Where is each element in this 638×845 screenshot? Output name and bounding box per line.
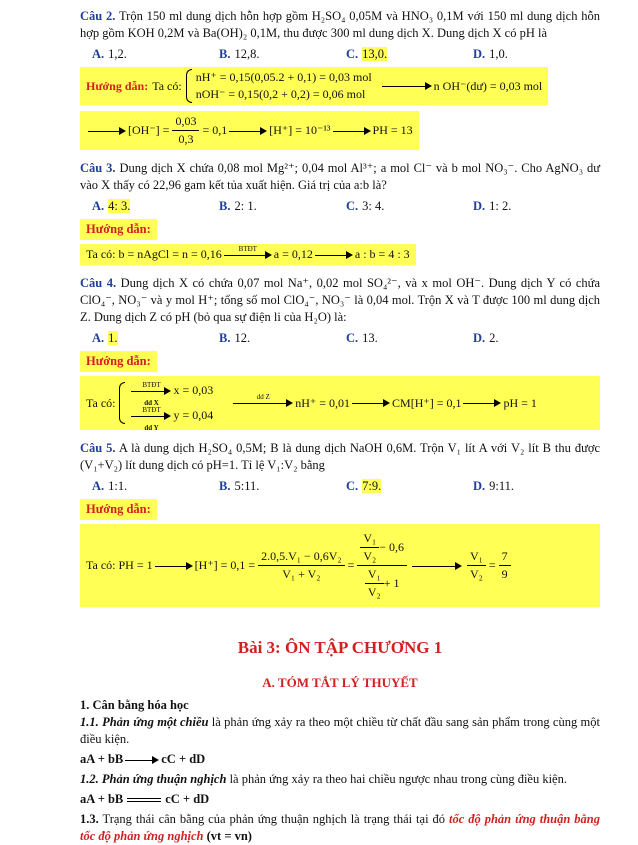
guide-label: Hướng dẫn: (86, 222, 151, 236)
question-3 (80, 160, 600, 194)
question-5 (80, 440, 600, 474)
option-b: B. 5:11. (219, 479, 260, 493)
arrow-icon (125, 755, 159, 765)
question-label: Câu 4. (80, 276, 117, 290)
question-text: Dung dịch X có chứa 0,07 mol Na⁺, 0,02 mol SO₄²⁻, và x mol OH⁻. Dung dịch Y có chứa ClO₄⁻, NO₃⁻ và y mol H⁺; tổng số mol ClO₄⁻, NO₃⁻ là 0,04 mol. Trộn X và T được 100 ml dung dịch Z. Dung dịch Z có pH (bỏ qua sự điện li của H₂O) là: (80, 276, 600, 324)
options-q5 (92, 478, 600, 495)
arrow-icon: BTĐT dd X (131, 386, 171, 396)
arrow-icon: BTĐT dd Y (131, 411, 171, 421)
option-b: B. 2: 1. (219, 199, 257, 213)
question-text: Dung dịch X chứa 0,08 mol Mg²⁺; 0,04 mol Al³⁺; a mol Cl⁻ và b mol NO₃⁻. Cho AgNO₃ dư vào X thấy có 22,96 gam kết tủa xuất hiện. Giá trị của a:b là? (80, 161, 601, 192)
question-2 (80, 0, 600, 42)
arrow-icon (352, 398, 390, 408)
taco-label: Ta có: (86, 395, 116, 410)
equation-1: aA + bB cC + dD (80, 752, 206, 766)
section-title: A. TÓM TẮT LÝ THUYẾT (262, 675, 418, 690)
formula: [OH⁻] = (128, 123, 170, 137)
guide-q5 (80, 499, 157, 520)
question-label: Câu 5. (80, 441, 116, 455)
option-b: B. 12,8. (219, 47, 260, 61)
formula: Ta có: b = nAgCl = n = 0,16 (86, 247, 222, 261)
formula: CM[H⁺] = 0,1 (392, 395, 462, 410)
formula: Ta có: PH = 1 (86, 558, 153, 572)
brace (186, 69, 192, 103)
arrow-icon: dd Z (233, 398, 293, 408)
formula: [H⁺] = 10⁻¹³ (269, 123, 331, 137)
option-d: D. 1,0. (473, 47, 508, 61)
arrow-icon (229, 126, 267, 136)
guide-q4 (80, 351, 157, 372)
fraction: $\frac{7}{9}$ (499, 548, 511, 583)
guide-label: Hướng dẫn: (86, 354, 151, 368)
guide-q3 (80, 219, 157, 240)
question-label: Câu 2. (80, 9, 116, 23)
fraction: $\frac{0,03}{0,3}$ (172, 113, 199, 148)
formula: x = 0,03 (173, 383, 214, 397)
option-b: B. 12. (219, 331, 251, 345)
formula: a = 0,12 (273, 247, 313, 261)
formula: = 0,1 (202, 123, 228, 137)
paragraph-1-1: 1.1. Phản ứng một chiều là phản ứng xảy ra theo một chiều từ chất đầu sang sản phẩm trong cùng một điều kiện. (80, 715, 601, 746)
lesson-title: Bài 3: ÔN TẬP CHƯƠNG 1 (237, 638, 443, 657)
arrow-icon (382, 81, 432, 91)
taco-label: Ta có: (152, 78, 182, 93)
solution-q2-block2 (80, 111, 419, 150)
option-d: D. 9:11. (473, 479, 515, 493)
option-a: A. 1. (92, 331, 118, 345)
option-d: D. 2. (473, 331, 499, 345)
formula: PH = 13 (372, 123, 413, 137)
solution-q5 (80, 524, 600, 607)
solution-q3 (80, 244, 416, 265)
heading-1: 1. Cân bằng hóa học (80, 698, 189, 712)
formula: y = 0,04 (173, 408, 214, 422)
option-a: A. 1:1. (92, 479, 128, 493)
formula-line: n OH⁻(dư) = 0,03 mol (433, 78, 543, 93)
fraction: $\frac{\text{2.0,5.V₁ − 0,6V₂}}{\text{V₁ + V₂}}$ (258, 548, 344, 583)
option-c: C. 13,0. (346, 47, 388, 61)
guide-label: Hướng dẫn: (86, 78, 149, 93)
equation-2: aA + bB cC + dD (80, 792, 210, 806)
options-q3 (92, 198, 600, 215)
formula-line: nOH⁻ = 0,15(0,2 + 0,2) = 0,06 mol (195, 87, 366, 101)
paragraph-1-2: 1.2. Phản ứng thuận nghịch là phản ứng xảy ra theo hai chiều ngược nhau trong cùng điều kiện. (80, 772, 567, 786)
fraction: $\frac{\text{V₁}}{\text{V₂}}$ (467, 548, 486, 583)
brace (119, 382, 125, 424)
question-text: Trộn 150 ml dung dịch hỗn hợp gồm H₂SO₄ 0,05M và HNO₃ 0,1M với 150 ml dung dịch hỗn hợp gồm KOH 0,2M và Ba(OH)₂ 0,1M, thu được 300 ml dung dịch X. Dung dịch X có pH là (80, 9, 600, 40)
formula: [H⁺] = 0,1 = (194, 558, 256, 572)
option-c: C. 3: 4. (346, 199, 385, 213)
formula: nH⁺ = 0,01 (295, 395, 351, 410)
formula-line: nH⁺ = 0,15(0,05.2 + 0,1) = 0,03 mol (195, 70, 372, 84)
question-4 (80, 275, 600, 326)
option-c: C. 7:9. (346, 479, 382, 493)
arrow-icon: BTĐT (224, 250, 272, 260)
guide-label: Hướng dẫn: (86, 502, 151, 516)
arrow-icon (155, 561, 193, 571)
question-label: Câu 3. (80, 161, 116, 175)
option-d: D. 1: 2. (473, 199, 512, 213)
arrow-icon (333, 126, 371, 136)
question-text: A là dung dịch H₂SO₄ 0,5M; B là dung dịch NaOH 0,6M. Trộn V₁ lít A với V₂ lít B thu được (V₁+V₂) lít dung dịch có pH=1. Tỉ lệ V₁:V₂ bằng (80, 441, 601, 472)
arrow-icon (315, 250, 353, 260)
solution-q2-block1 (80, 67, 548, 105)
nested-fraction: $\frac{\text{V₁}}{\text{V₂}}$ − 0,6 $\frac{\text{V₁}}{\text{V₂}}$ + 1 (357, 530, 407, 601)
options-q4 (92, 330, 600, 347)
option-c: C. 13. (346, 331, 378, 345)
equilibrium-arrow-icon (127, 796, 161, 804)
formula: = (488, 558, 496, 572)
option-a: A. 1,2. (92, 47, 127, 61)
formula: = (347, 558, 355, 572)
formula: pH = 1 (503, 395, 537, 410)
arrow-icon (412, 561, 462, 571)
option-a: A. 4: 3. (92, 199, 131, 213)
arrow-icon (463, 398, 501, 408)
formula: a : b = 4 : 3 (354, 247, 410, 261)
arrow-icon (88, 126, 126, 136)
options-q2 (92, 46, 600, 63)
paragraph-1-3: 1.3. Trạng thái cân bằng của phản ứng thuận nghịch là trạng thái tại đó tốc độ phản ứng thuận bằng tốc độ phản ứng nghịch (vt = vn) (80, 812, 600, 843)
solution-q4 (80, 376, 600, 430)
